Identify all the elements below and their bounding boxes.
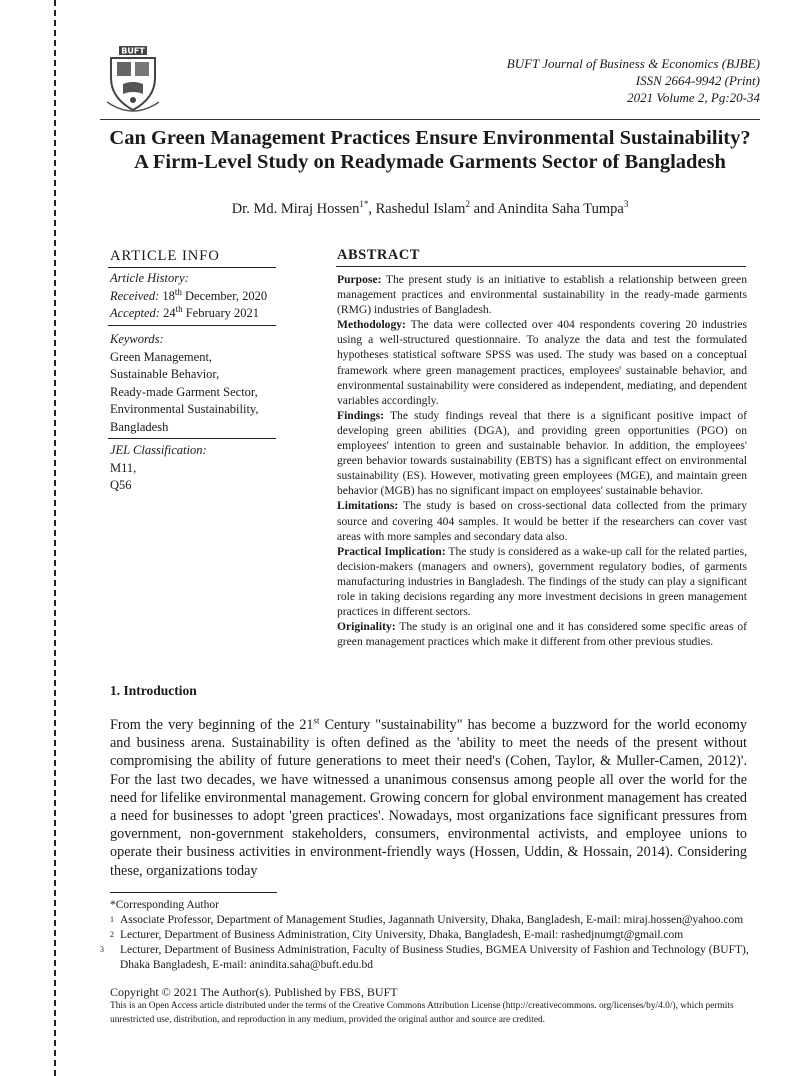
article-info-divider xyxy=(108,438,276,439)
accepted-month-year: February 2021 xyxy=(182,306,259,320)
title-line-1: Can Green Management Practices Ensure Environmental Sustainability? xyxy=(109,127,751,149)
abstract-section xyxy=(337,317,747,408)
article-info-divider xyxy=(108,325,276,326)
accepted-day-suffix: th xyxy=(175,303,183,314)
abstract-section-text: The present study is an initiative to establish a relationship between green management practices and environmental sustainability in the ready-made garments (RMG) industries of Bangladesh. xyxy=(337,273,747,317)
author-affiliation-mark: 3 xyxy=(623,199,629,210)
abstract-section-text: The data were collected over 404 respondents covering 20 industries using a well-structured questionnaire. To analyze the data and test the formulated hypotheses statistical software SPSS was used. The study was based on a conceptual framework where green management practices, employees' sustainable behavior, and environmental sustainability were considered as independent, mediating, and dependent variables accordingly. xyxy=(337,318,747,407)
abstract-section-label: Findings: xyxy=(337,408,385,422)
buft-crest-icon xyxy=(103,44,163,116)
intro-ordinal-suffix: st xyxy=(313,715,320,726)
author-affiliation-mark: 2 xyxy=(465,199,470,210)
keyword: Environmental Sustainability, xyxy=(110,402,259,416)
received-day-suffix: th xyxy=(174,286,182,297)
keyword: Ready-made Garment Sector, xyxy=(110,384,258,399)
abstract-section-label: Originality: xyxy=(337,620,396,634)
footnote-text: Lecturer, Department of Business Administration, Faculty of Business Studies, BGMEA University of Fashion and Technology (BUFT), Dhaka Bangladesh, E-mail: anindita.saha@buft.edu.bd xyxy=(120,944,749,971)
article-info-divider xyxy=(108,267,276,268)
accepted-label: Accepted: xyxy=(110,306,160,320)
author-separator: , xyxy=(368,201,376,217)
abstract-divider xyxy=(336,266,746,267)
abstract-section-text: The study findings reveal that there is a significant positive impact of developing green abilities (DGA), and providing green opportunities (PGO) on employees' intention to green and sustainable behavior. In addition, the employees' green behavior towards sustainability (EBTS) has a significant effect on environmental sustainability (ES). However, motivating green employees (MGE), and maintain green behavior (MGB) has no significant impact on employees' sustainable behavior. xyxy=(337,408,747,498)
keyword: Sustainable Behavior, xyxy=(110,367,220,381)
introduction-heading: 1. Introduction xyxy=(110,683,197,698)
jel-block xyxy=(110,442,280,495)
author-affiliation-mark: 1* xyxy=(359,199,369,210)
abstract-body xyxy=(337,272,747,649)
journal-volume: 2021 Volume 2, Pg:20-34 xyxy=(627,90,760,105)
footnote-divider xyxy=(110,892,277,893)
author-name: Rashedul Islam xyxy=(375,201,466,217)
footnote-mark: 3 xyxy=(100,945,104,954)
author-separator: and xyxy=(469,201,498,217)
received-date xyxy=(110,288,280,306)
keywords-label: Keywords: xyxy=(110,332,164,346)
journal-name: BUFT Journal of Business & Economics (BJBE) xyxy=(506,56,760,71)
title-line-2: A Firm-Level Study on Readymade Garments Sector of Bangladesh xyxy=(134,151,726,173)
abstract-heading: ABSTRACT xyxy=(337,247,420,263)
received-label: Received: xyxy=(110,288,160,303)
abstract-section xyxy=(337,544,747,619)
footnote-text: Associate Professor, Department of Management Studies, Jagannath University, Dhaka, Bangladesh, E-mail: miraj.hossen@yahoo.com xyxy=(120,914,744,926)
jel-code: Q56 xyxy=(110,478,132,492)
footnote-mark: 2 xyxy=(110,930,114,939)
copyright-notice: Copyright © 2021 The Author(s). Published by FBS, BUFT xyxy=(110,985,398,999)
keywords-block xyxy=(110,331,280,436)
history-label: Article History: xyxy=(110,271,189,285)
footnote xyxy=(110,928,750,943)
footnote-text: Lecturer, Department of Business Administration, City University, Dhaka, Bangladesh, E-mail: rashedjnumgt@gmail.com xyxy=(120,929,684,941)
author-list xyxy=(100,201,760,218)
keyword: Green Management, xyxy=(110,349,213,364)
intro-text-rest: Century "sustainability" has become a buzzword for the world economy and business arena. Sustainability is often defined as the 'ability to meet the needs of the present without compromising the ability of future generations to meet their need's (Cohen, Taylor, & Muller-Camen, 2012)'. For the last two decades, we have witnessed a unanimous consensus among people all over the world for the need for lifelike environmental management. Growing concern for global environment management has created a need for businesses to adopt 'green practices'. Nowadays, most organizations face significant pressures from government, non-government stakeholders, consumers, environmental activists, and employee unions to operate their business activities in environment-friendly ways (Hossen, Uddin, & Hossain, 2014). Considering these, organizations today xyxy=(110,717,747,879)
introduction-paragraph xyxy=(110,716,747,880)
article-history xyxy=(110,270,280,323)
keyword: Bangladesh xyxy=(110,419,169,434)
abstract-section-label: Purpose: xyxy=(337,273,382,286)
abstract-section-label: Practical Implication: xyxy=(337,544,446,558)
corresponding-author-note: *Corresponding Author xyxy=(110,899,219,911)
abstract-section-text: The study is based on cross-sectional data collected from the primary source and covering 404 samples. It would be better if the researchers can cover vast areas with more samples and secondary data also. xyxy=(337,499,747,543)
abstract-section xyxy=(337,619,747,649)
received-day: 18 xyxy=(162,288,175,303)
abstract-section-label: Methodology: xyxy=(337,318,406,332)
jel-code: M11, xyxy=(110,460,137,475)
footnote-mark: 1 xyxy=(110,915,114,924)
journal-header xyxy=(507,55,760,106)
accepted-day: 24 xyxy=(163,306,176,320)
author-name: Anindita Saha Tumpa xyxy=(497,201,624,217)
article-info-heading: ARTICLE INFO xyxy=(110,248,220,264)
logo-text: BUFT xyxy=(121,46,145,56)
author-name: Dr. Md. Miraj Hossen xyxy=(231,201,360,217)
footnote xyxy=(100,943,750,972)
jel-label: JEL Classification: xyxy=(110,443,207,457)
abstract-section xyxy=(337,272,747,317)
abstract-section xyxy=(337,498,747,543)
journal-issn: ISSN 2664-9942 (Print) xyxy=(635,73,760,88)
abstract-section-label: Limitations: xyxy=(337,499,399,513)
footnote xyxy=(110,913,750,928)
abstract-section-text: The study is an original one and it has considered some specific areas of green management practices which make it different from other previous studies. xyxy=(337,620,747,649)
received-month-year: December, 2020 xyxy=(181,288,268,303)
accepted-date xyxy=(110,305,280,323)
abstract-section xyxy=(337,408,747,499)
license-notice: This is an Open Access article distributed under the terms of the Creative Commons Attribution License (http://creativecommons. org/licenses/by/4.0/), which permits unrestricted use, distribution, and reproduction in any medium, provided the original author and source are credited. xyxy=(110,1001,734,1025)
abstract-section-text: The study is considered as a wake-up call for the related parties, decision-makers (managers and owners), government regulatory bodies, of garments manufacturing industries in Bangladesh. The findings of the study can play a significant role in taking decisions regarding any more investment decisions in green management practices in different sectors. xyxy=(337,544,747,619)
page-margin-dashed-line xyxy=(54,0,56,1076)
intro-text-start: From the very beginning of the 21 xyxy=(110,717,314,733)
header-divider xyxy=(100,119,760,120)
paper-title xyxy=(100,126,760,174)
